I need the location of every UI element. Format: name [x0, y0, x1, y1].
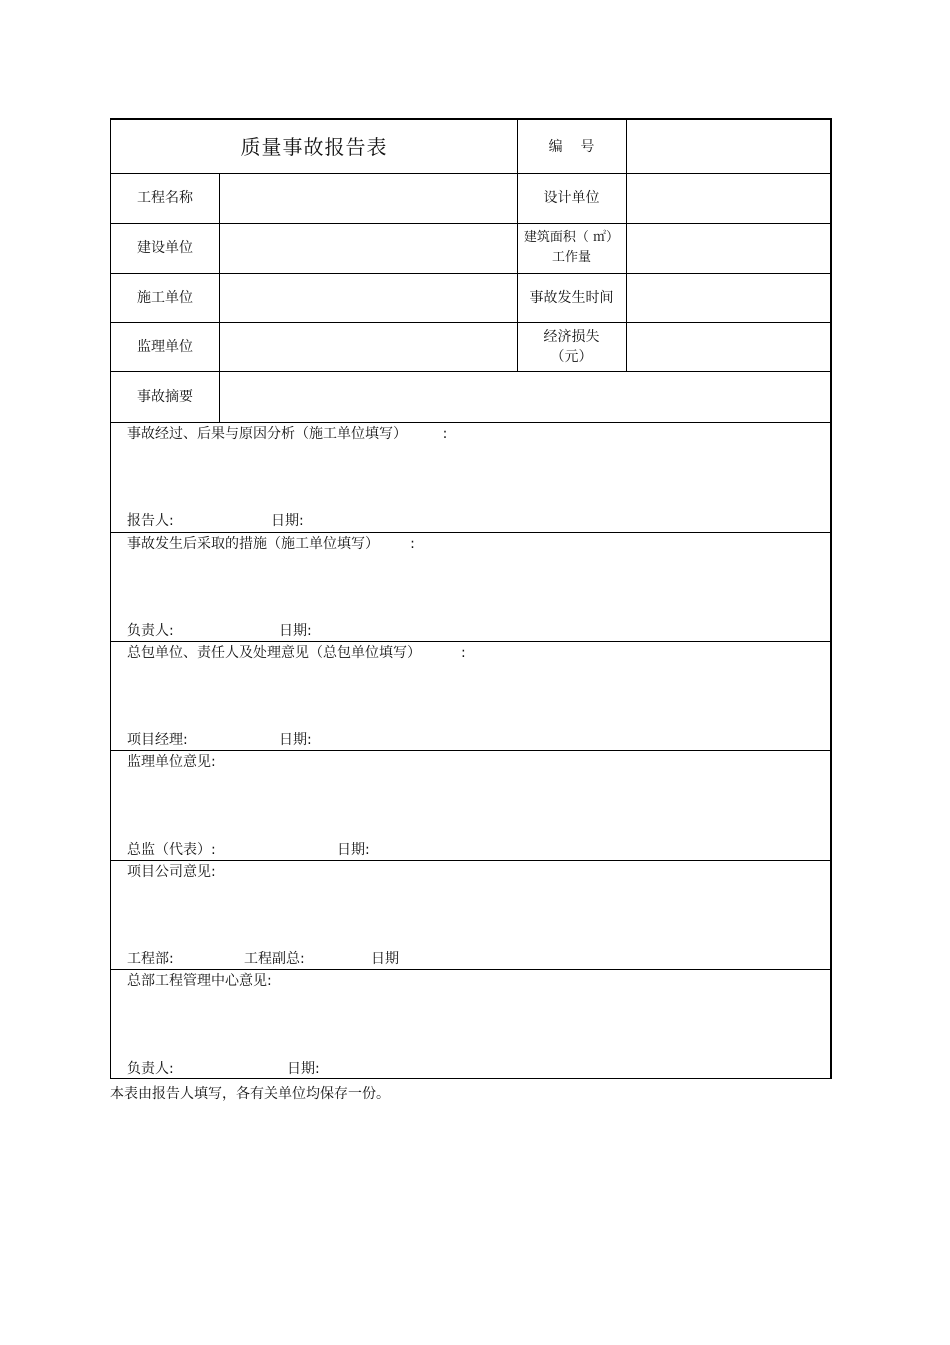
construction-owner-field[interactable] — [220, 223, 517, 273]
date-label: 日期: — [337, 842, 370, 858]
project-name-label: 工程名称 — [137, 190, 193, 206]
design-unit-field[interactable] — [627, 173, 831, 223]
section-heading: 项目公司意见: — [127, 864, 216, 880]
date-label: 日期: — [271, 513, 304, 529]
section-heading: 总部工程管理中心意见: — [127, 973, 272, 989]
economic-loss-field[interactable] — [627, 322, 831, 371]
section-heading: 事故经过、后果与原因分析（施工单位填写） : — [127, 426, 448, 442]
section-heading: 监理单位意见: — [127, 754, 216, 770]
building-area-label — [517, 223, 626, 273]
contractor-field[interactable] — [220, 273, 517, 322]
building-area-label-line2: 工作量 — [551, 250, 591, 265]
project-name-field[interactable] — [220, 173, 517, 223]
form-footnote: 本表由报告人填写，各有关单位均保存一份。 — [110, 1086, 390, 1102]
accident-summary-label: 事故摘要 — [137, 389, 193, 405]
economic-loss-label — [517, 322, 626, 371]
responsible-person-label: 负责人: — [127, 1061, 174, 1077]
supervisor-label: 监理单位 — [137, 338, 193, 355]
section-heading: 总包单位、责任人及处理意见（总包单位填写） : — [127, 645, 466, 661]
number-field[interactable] — [627, 120, 831, 173]
section-measures[interactable] — [111, 533, 831, 641]
section-cause-analysis[interactable] — [111, 423, 831, 532]
engineering-dept-label: 工程部: — [127, 951, 174, 967]
accident-time-label: 事故发生时间 — [529, 289, 614, 306]
deputy-engineering-label: 工程副总: — [244, 951, 305, 967]
economic-loss-label-line1: 经济损失 — [543, 328, 600, 345]
chief-supervisor-label: 总监（代表）: — [127, 842, 216, 858]
building-area-label-line1: 建筑面积（ ㎡） — [523, 230, 620, 245]
date-label: 日期 — [371, 951, 399, 967]
supervisor-field[interactable] — [220, 322, 517, 371]
construction-owner-label: 建设单位 — [137, 240, 193, 256]
section-general-contractor[interactable] — [111, 642, 831, 750]
date-label: 日期: — [287, 1061, 320, 1077]
building-area-field[interactable] — [627, 223, 831, 273]
reporter-label: 报告人: — [127, 513, 174, 529]
economic-loss-label-line2: （元） — [550, 348, 593, 365]
date-label: 日期: — [279, 623, 312, 639]
project-manager-label: 项目经理: — [127, 732, 188, 748]
quality-accident-report-form — [110, 118, 832, 1079]
section-project-company-opinion[interactable] — [111, 861, 831, 969]
contractor-label: 施工单位 — [137, 289, 193, 306]
responsible-person-label: 负责人: — [127, 623, 174, 639]
form-title: 质量事故报告表 — [240, 134, 388, 159]
number-label: 编 号 — [548, 138, 595, 155]
accident-time-field[interactable] — [627, 273, 831, 322]
section-supervisor-opinion[interactable] — [111, 751, 831, 860]
design-unit-label: 设计单位 — [543, 190, 600, 206]
section-headquarters-opinion[interactable] — [111, 970, 831, 1078]
section-heading: 事故发生后采取的措施（施工单位填写） : — [127, 536, 415, 552]
accident-summary-field[interactable] — [220, 372, 831, 422]
date-label: 日期: — [279, 732, 312, 748]
